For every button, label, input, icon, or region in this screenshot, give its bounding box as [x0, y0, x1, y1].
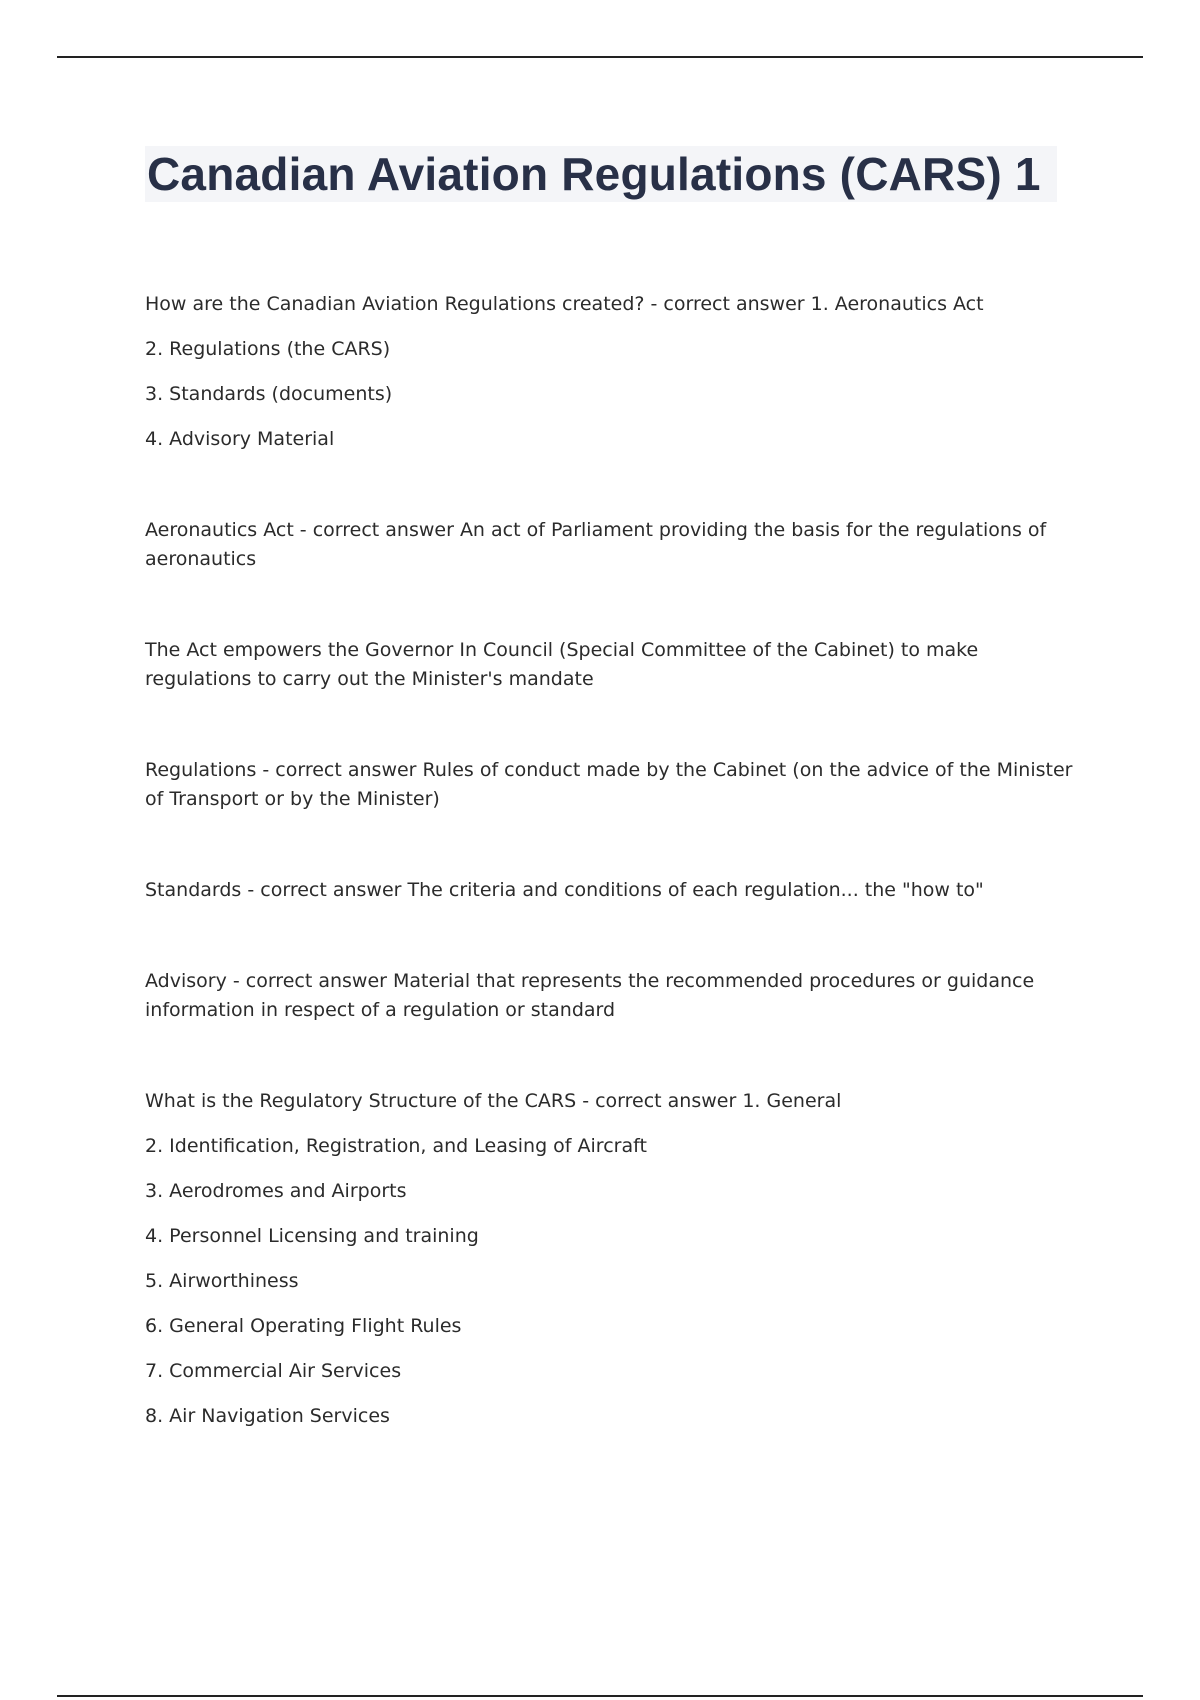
qa-text: The Act empowers the Governor In Council (Special Committee of the Cabinet) to make regulations to carry out the Minister's mandate	[145, 639, 979, 690]
qa-text: How are the Canadian Aviation Regulations created? - correct answer 1. Aeronautics Act	[145, 293, 984, 315]
qa-item	[145, 876, 1090, 905]
qa-text: Regulations - correct answer Rules of conduct made by the Cabinet (on the advice of the Minister of Transport or by the Minister)	[145, 759, 1073, 810]
qa-text: Advisory - correct answer Material that represents the recommended procedures or guidance information in respect of a regulation or standard	[145, 970, 1035, 1021]
qa-text: 2. Regulations (the CARS)	[145, 338, 391, 360]
qa-text: 4. Personnel Licensing and training	[145, 1225, 479, 1247]
qa-item	[145, 290, 1090, 454]
qa-item	[145, 1087, 1090, 1431]
qa-text: 6. General Operating Flight Rules	[145, 1315, 462, 1337]
qa-text: 3. Standards (documents)	[145, 383, 393, 405]
document-title: Canadian Aviation Regulations (CARS) 1	[147, 148, 1041, 200]
document-body	[145, 146, 1090, 1431]
qa-item	[145, 516, 1090, 574]
bottom-rule	[57, 1695, 1143, 1697]
qa-text: 4. Advisory Material	[145, 428, 335, 450]
qa-list	[145, 290, 1090, 1431]
top-rule	[57, 56, 1143, 58]
qa-item	[145, 756, 1090, 814]
qa-item	[145, 636, 1090, 694]
title-highlight	[145, 146, 1057, 202]
qa-item	[145, 967, 1090, 1025]
qa-text: 5. Airworthiness	[145, 1270, 299, 1292]
qa-text: What is the Regulatory Structure of the CARS - correct answer 1. General	[145, 1090, 842, 1112]
qa-text: 8. Air Navigation Services	[145, 1405, 390, 1427]
qa-text: 2. Identification, Registration, and Leasing of Aircraft	[145, 1135, 647, 1157]
qa-text: Aeronautics Act - correct answer An act of Parliament providing the basis for the regulations of aeronautics	[145, 519, 1047, 570]
qa-text: 3. Aerodromes and Airports	[145, 1180, 407, 1202]
qa-text: Standards - correct answer The criteria and conditions of each regulation... the "how to"	[145, 879, 984, 901]
qa-text: 7. Commercial Air Services	[145, 1360, 402, 1382]
